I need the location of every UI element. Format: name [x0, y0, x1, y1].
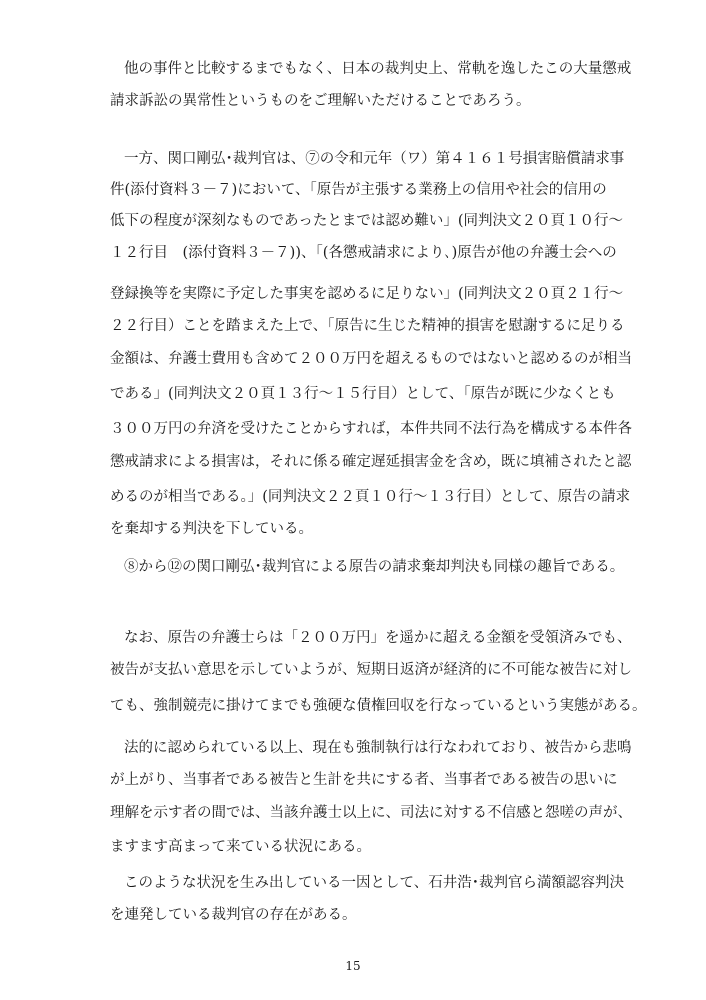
paragraph-5-line-2: が上がり、当事者である被告と生計を共にする者、当事者である被告の思いに [110, 772, 618, 788]
paragraph-5-line-1: 法的に認められている以上、現在も強制執行は行なわれており、被告から悲鳴 [124, 740, 632, 756]
page-number: 15 [345, 959, 361, 973]
paragraph-5-line-3: 理解を示す者の間では、当該弁護士以上に、司法に対する不信感と怨嗟の声が、 [110, 805, 632, 821]
paragraph-1-line-1: 他の事件と比較するまでもなく、日本の裁判史上、常軌を逸したこの大量懲戒 [124, 61, 632, 77]
paragraph-2-line-8: である」(同判決文２０頁１３行～１５行目）として、「原告が既に少なくとも [110, 386, 616, 402]
paragraph-2-line-7: 金額は、弁護士費用も含めて２００万円を超えるものではないと認めるのが相当 [110, 351, 632, 367]
paragraph-2-line-6: ２２行目）ことを踏まえた上で、「原告に生じた精神的損害を慰謝するに足りる [110, 318, 625, 334]
paragraph-2-line-10: 懲戒請求による損害は，それに係る確定遅延損害金を含め，既に填補されたと認 [110, 454, 632, 470]
paragraph-2-line-11: めるのが相当である。」(同判決文２２頁１０行～１３行目）として、原告の請求 [110, 489, 631, 505]
paragraph-2-line-3: 低下の程度が深刻なものであったとまでは認め難い」(同判決文２０頁１０行～ [110, 213, 624, 229]
paragraph-4-line-2: 被告が支払い意思を示していようが、短期日返済が経済的に不可能な被告に対し [110, 662, 632, 678]
paragraph-2-line-1: 一方、関口剛弘･裁判官は、⑦の令和元年（ワ）第４１６１号損害賠償請求事 [124, 151, 625, 167]
paragraph-2-line-12: を棄却する判決を下している。 [110, 521, 313, 537]
paragraph-2-line-5: 登録換等を実際に予定した事実を認めるに足りない」(同判決文２０頁２１行～ [110, 286, 624, 302]
paragraph-5-line-4: ますます高まって来ている状況にある。 [110, 839, 371, 855]
paragraph-1-line-2: 請求訴訟の異常性というものをご理解いただけることであろう。 [110, 93, 531, 109]
paragraph-6-line-2: を連発している裁判官の存在がある。 [110, 907, 357, 923]
paragraph-3-line-1: ⑧から⑫の関口剛弘･裁判官による原告の請求棄却判決も同様の趣旨である。 [124, 559, 625, 575]
paragraph-4-line-3: ても、強制競売に掛けてまでも強硬な債権回収を行なっているという実態がある。 [110, 698, 647, 714]
paragraph-2-line-4: １２行目 (添付資料３－７))、「(各懲戒請求により､)原告が他の弁護士会への [110, 245, 617, 261]
paragraph-2-line-9: ３００万円の弁済を受けたことからすれば，本件共同不法行為を構成する本件各 [110, 421, 632, 437]
paragraph-6-line-1: このような状況を生み出している一因として、石井浩･裁判官ら満額認容判決 [124, 875, 624, 891]
paragraph-4-line-1: なお、原告の弁護士らは「２００万円」を遥かに超える金額を受領済みでも、 [124, 630, 632, 646]
paragraph-2-line-2: 件(添付資料３－７)において、「原告が主張する業務上の信用や社会的信用の [110, 182, 607, 198]
